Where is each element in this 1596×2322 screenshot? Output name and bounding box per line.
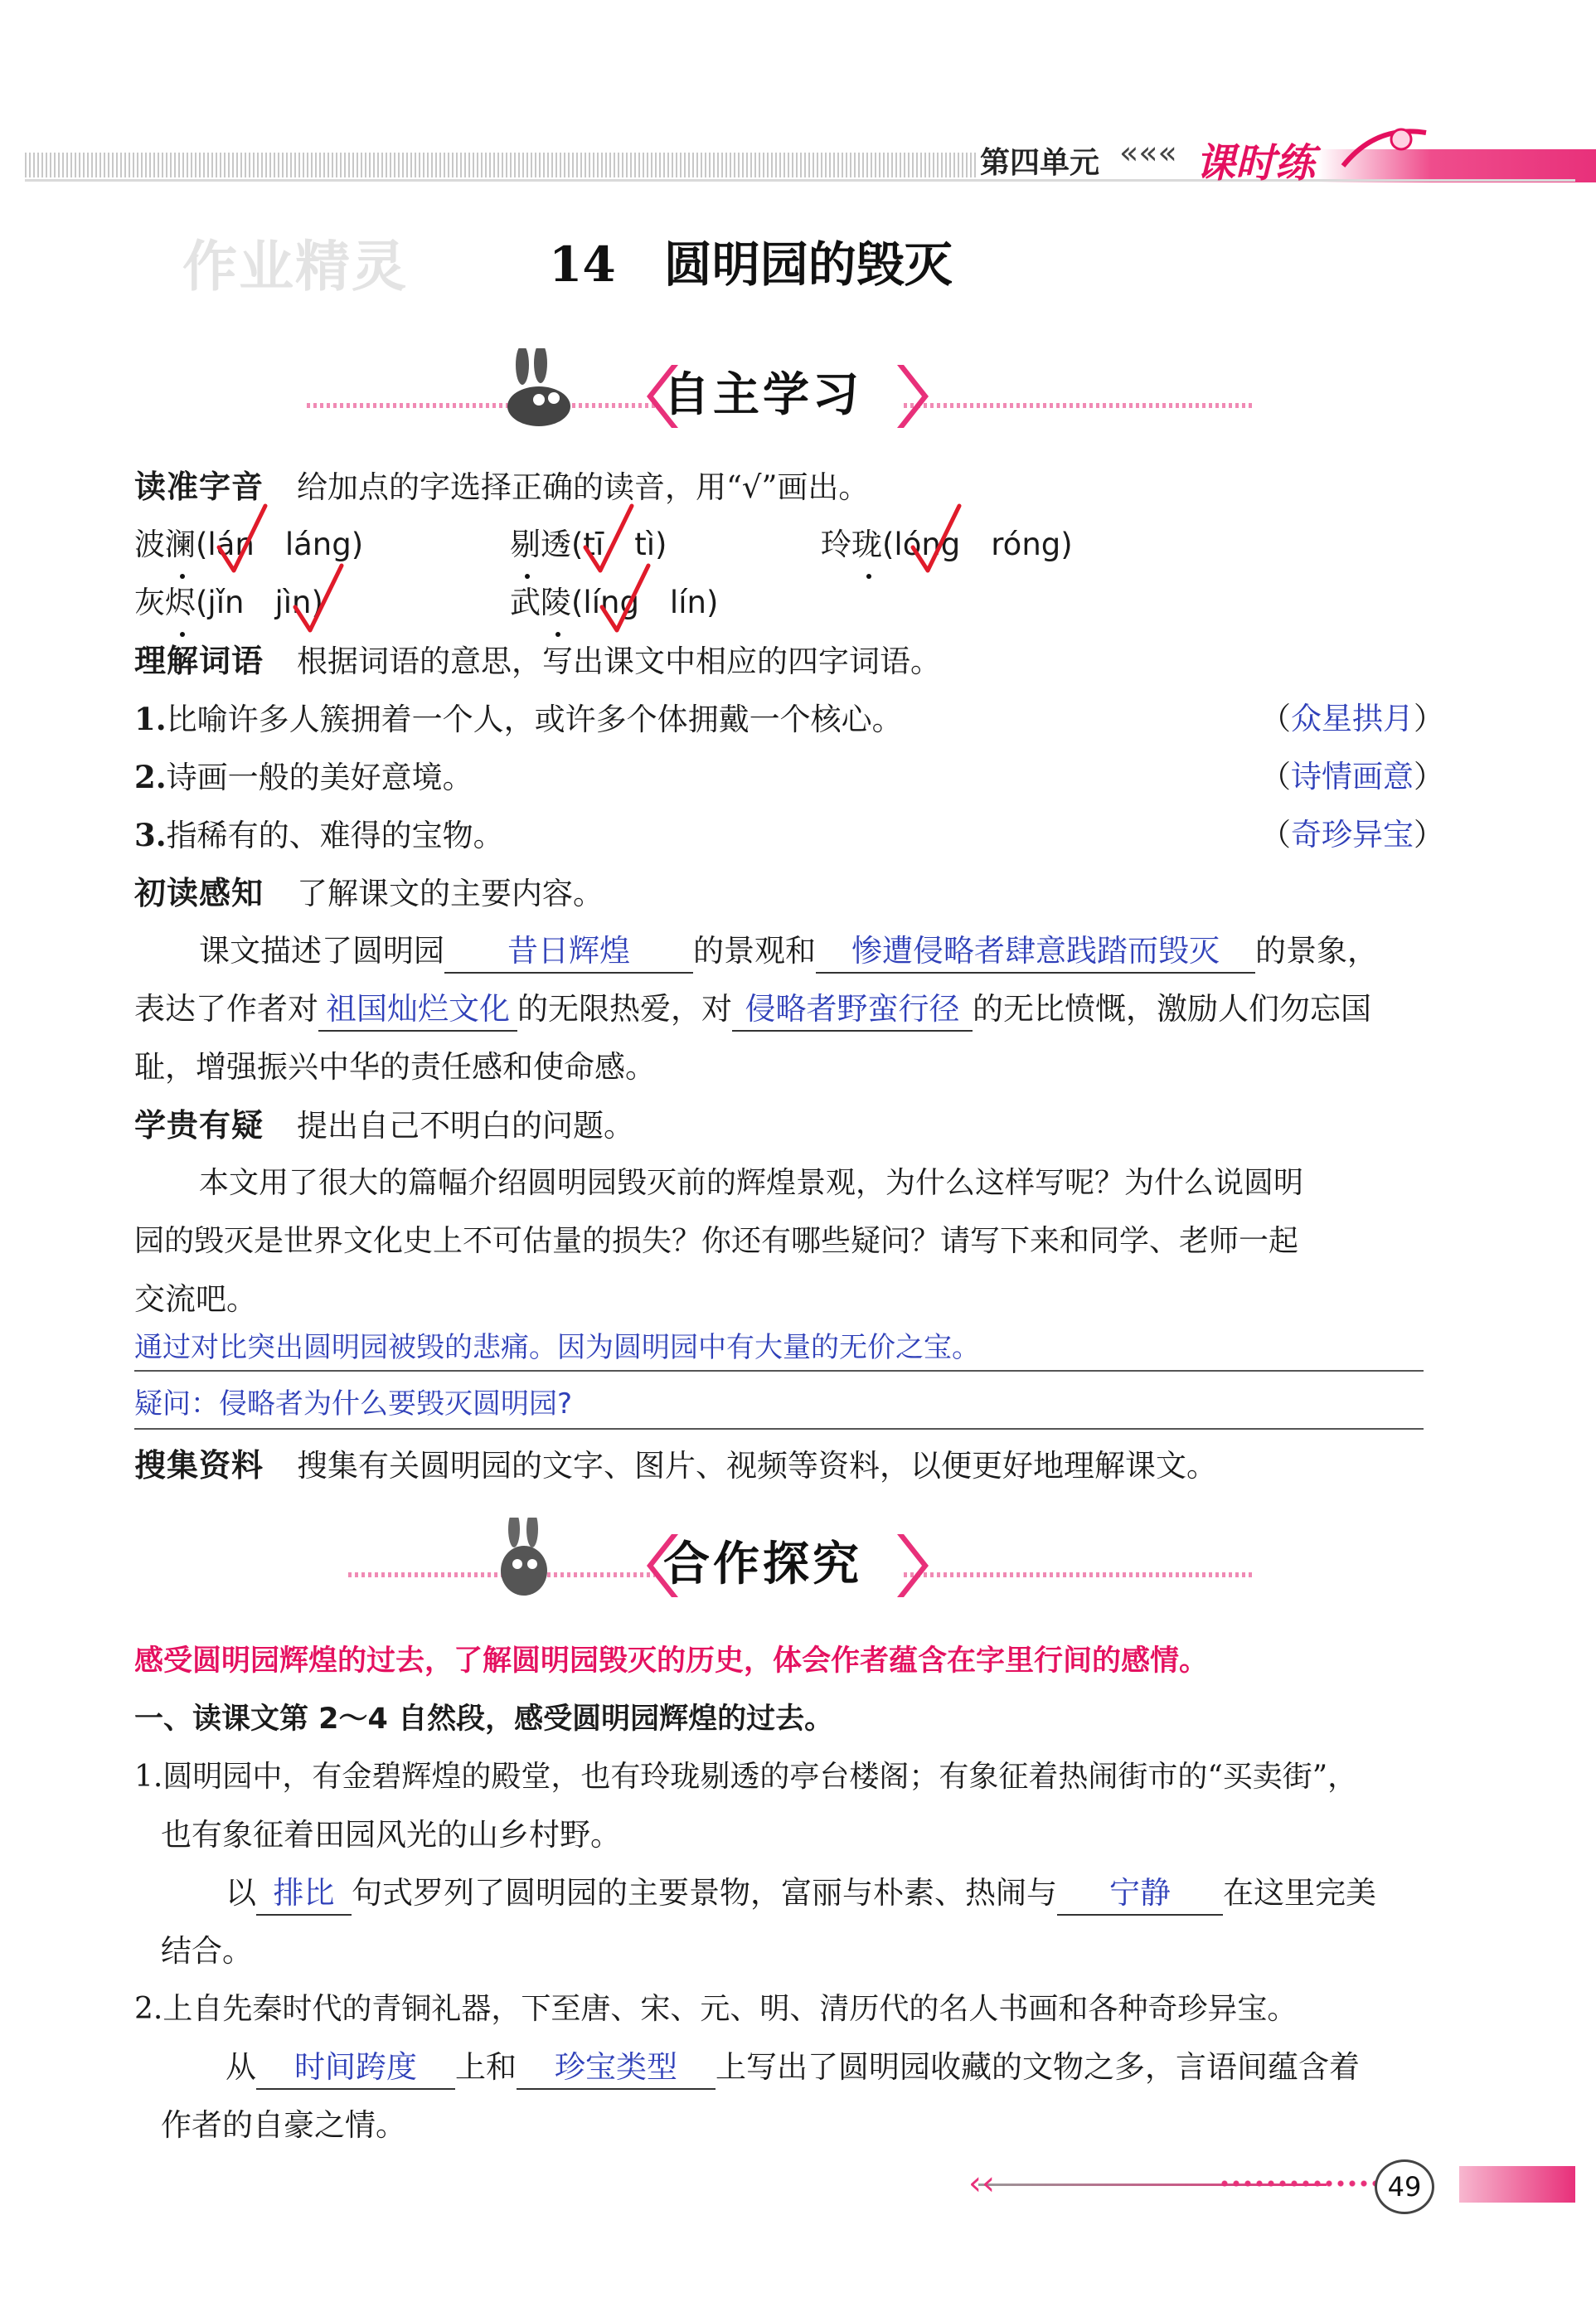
- explore-q1-line-1: 1.圆明园中，有金碧辉煌的殿堂，也有玲珑剔透的亭台楼阁；有象征着热闹街市的“买卖街”，: [134, 1760, 1358, 1794]
- explore-q2-line-3: 作者的自豪之情。: [161, 2107, 406, 2143]
- vocab-item-3: [134, 814, 504, 857]
- reading-line-3: 耻，增强振兴中华的责任感和使命感。: [134, 1049, 656, 1085]
- reading-keyword: 初读感知: [134, 875, 264, 911]
- explore-q1-fill: [226, 1873, 1376, 1916]
- explore-text: 从: [226, 2049, 256, 2085]
- reading-instruction: 了解课文的主要内容。: [297, 876, 604, 911]
- explore-part-1: 一、读课文第 2～4 自然段，感受圆明园辉煌的过去。: [134, 1703, 834, 1736]
- questions-keyword: 学贵有疑: [134, 1107, 264, 1144]
- banner-2-title: 合作探究: [663, 1537, 862, 1591]
- questions-heading: [134, 1105, 634, 1147]
- reading-text: 的景观和: [693, 933, 816, 969]
- reading-answer-blank: 侵略者野蛮行径: [732, 989, 973, 1032]
- header-hatch: [25, 153, 978, 177]
- questions-para-1: 本文用了很大的篇幅介绍圆明园毁灭前的辉煌景观，为什么这样写呢？为什么说圆明: [199, 1166, 1304, 1200]
- explore-answer-blank: 宁静: [1057, 1873, 1223, 1916]
- vocab-text: 指稀有的、难得的宝物。: [166, 818, 504, 853]
- explore-text: 以: [226, 1875, 256, 1911]
- vocab-answer: 诗情画意: [1291, 759, 1414, 794]
- watermark: 作业精灵: [182, 235, 408, 299]
- page-number-badge: [1375, 2159, 1434, 2214]
- footer-arrow-icon: ‹‹: [968, 2164, 995, 2203]
- emphasis-dot: [525, 574, 530, 579]
- questions-answer-2: 疑问：侵略者为什么要毁灭圆明园?: [134, 1387, 573, 1421]
- explore-text: 句式罗列了圆明园的主要景物，富丽与朴素、热闹与: [352, 1875, 1057, 1911]
- reading-text: 表达了作者对: [134, 991, 318, 1027]
- header-swoosh-icon: [1335, 116, 1434, 182]
- emphasis-dot: [180, 632, 185, 637]
- header-unit: 第四单元: [980, 146, 1100, 180]
- vocab-num: 2.: [134, 759, 167, 795]
- check-mark-icon: [290, 561, 348, 635]
- pron-options: (líng lín): [571, 585, 719, 620]
- explore-answer-blank: 时间跨度: [256, 2047, 455, 2090]
- banner-1-title: 自主学习: [663, 368, 862, 422]
- explore-text: 在这里完美: [1223, 1875, 1376, 1911]
- rabbit-icon: [473, 1518, 572, 1609]
- explore-q2-fill: [226, 2047, 1360, 2090]
- lesson-number: 14: [549, 236, 616, 293]
- collect-heading: [134, 1445, 1217, 1487]
- pron-word: 玲珑: [821, 527, 882, 562]
- explore-answer-blank: 珍宝类型: [517, 2047, 716, 2090]
- explore-answer-blank: 排比: [256, 1873, 352, 1916]
- questions-para-3: 交流吧。: [134, 1281, 257, 1317]
- pron-word: 灰烬: [134, 585, 196, 620]
- lesson-title: [549, 226, 953, 295]
- footer-dots: [1219, 2179, 1376, 2188]
- header-series: 课时练: [1196, 140, 1316, 187]
- questions-answer-1: 通过对比突出圆明园被毁的悲痛。因为圆明园中有大量的无价之宝。: [134, 1331, 980, 1364]
- reading-line-2: [134, 989, 1371, 1032]
- reading-answer-blank: 昔日辉煌: [444, 930, 693, 974]
- vocab-instruction: 根据词语的意思，写出课文中相应的四字词语。: [297, 644, 942, 679]
- vocab-heading: [134, 640, 941, 683]
- pronunciation-instruction: 给加点的字选择正确的读音，用“√”画出。: [297, 469, 870, 505]
- header-arrows-icon: «««: [1119, 134, 1177, 171]
- explore-goal: 感受圆明园辉煌的过去，了解圆明园毁灭的历史，体会作者蕴含在字里行间的感情。: [134, 1644, 1209, 1678]
- reading-line-1: [199, 930, 1378, 974]
- reading-text: 的无限热爱，对: [517, 991, 732, 1027]
- vocab-item-1: [134, 698, 903, 741]
- vocab-num: 3.: [134, 817, 167, 853]
- vocab-answer-1: （众星拱月）: [1260, 701, 1444, 736]
- pron-options: (lán láng): [196, 527, 364, 562]
- explore-q1-line-2: 也有象征着田园风光的山乡村野。: [161, 1817, 621, 1853]
- check-mark-icon: [908, 501, 966, 576]
- reading-answer-blank: 祖国灿烂文化: [318, 989, 517, 1032]
- lesson-title-text: 圆明园的毁灭: [663, 236, 953, 293]
- questions-para-2: 园的毁灭是世界文化史上不可估量的损失？你还有哪些疑问？请写下来和同学、老师一起: [134, 1224, 1299, 1258]
- explore-q2-line-1: 2.上自先秦时代的青铜礼器，下至唐、宋、元、明、清历代的名人书画和各种奇珍异宝。: [134, 1992, 1298, 2026]
- vocab-answer: 奇珍异宝: [1291, 817, 1414, 853]
- explore-text: 上和: [455, 2049, 517, 2085]
- emphasis-dot: [180, 574, 185, 579]
- vocab-item-2: [134, 756, 473, 799]
- vocab-text: 诗画一般的美好意境。: [166, 760, 473, 795]
- reading-answer-blank: 惨遭侵略者肆意践踏而毁灭: [816, 930, 1255, 974]
- emphasis-dot: [555, 632, 560, 637]
- answer-line: [134, 1370, 1424, 1372]
- page-number: 49: [1387, 2171, 1422, 2203]
- reading-text: 的景象，: [1255, 933, 1378, 969]
- pron-word: 剔透: [510, 527, 571, 562]
- questions-instruction: 提出自己不明白的问题。: [297, 1108, 635, 1144]
- vocab-answer-3: （奇珍异宝）: [1260, 817, 1444, 853]
- pron-options: (tī tì): [571, 527, 667, 562]
- collect-instruction: 搜集有关圆明园的文字、图片、视频等资料，以便更好地理解课文。: [297, 1448, 1218, 1484]
- collect-keyword: 搜集资料: [134, 1447, 264, 1484]
- emphasis-dot: [866, 574, 871, 579]
- footer-pink-band: [1459, 2166, 1575, 2203]
- vocab-num: 1.: [134, 701, 167, 737]
- pron-options: (lóng róng): [882, 527, 1073, 562]
- vocab-text: 比喻许多人簇拥着一个人，或许多个体拥戴一个核心。: [166, 702, 903, 737]
- pronunciation-keyword: 读准字音: [134, 469, 264, 505]
- reading-heading: [134, 872, 604, 915]
- reading-text: 课文描述了圆明园: [199, 933, 444, 969]
- explore-text: 上写出了圆明园收藏的文物之多，言语间蕴含着: [716, 2049, 1360, 2085]
- explore-q1-line-4: 结合。: [161, 1933, 253, 1969]
- rabbit-icon: [489, 348, 589, 440]
- reading-text: 的无比愤慨，激励人们勿忘国: [973, 991, 1371, 1027]
- banner-dotted-left: [307, 403, 655, 408]
- pron-word: 波澜: [134, 527, 196, 562]
- pron-word: 武陵: [510, 585, 571, 620]
- answer-line: [134, 1428, 1424, 1430]
- check-mark-icon: [214, 501, 272, 576]
- vocab-keyword: 理解词语: [134, 643, 264, 679]
- pron-options: (jǐn jìn): [196, 585, 323, 620]
- vocab-answer: 众星拱月: [1291, 701, 1414, 736]
- vocab-answer-2: （诗情画意）: [1260, 759, 1444, 794]
- check-mark-icon: [597, 561, 655, 635]
